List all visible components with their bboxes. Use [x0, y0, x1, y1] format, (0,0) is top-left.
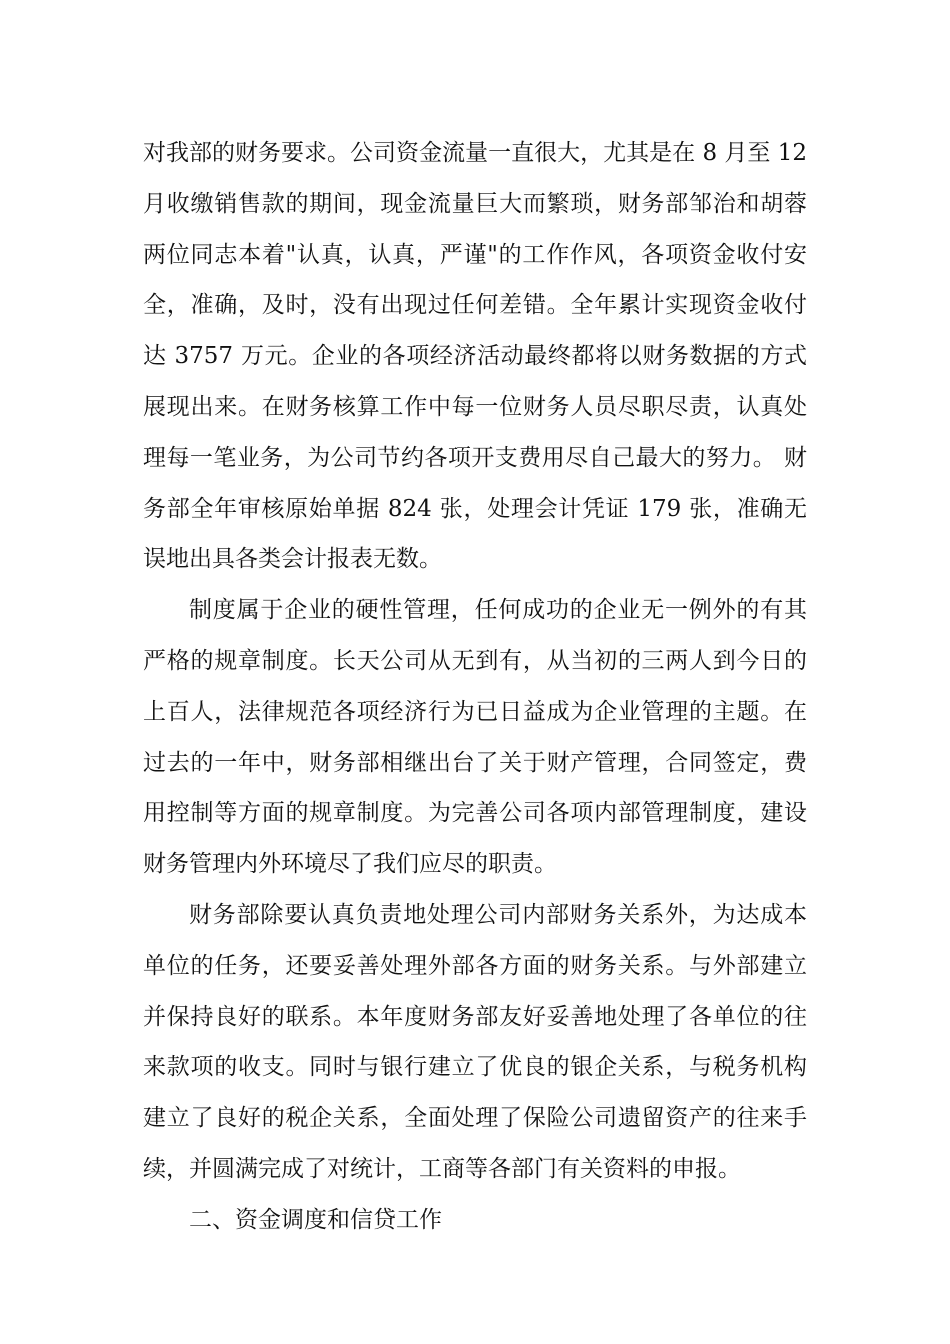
paragraph-external-relations: 财务部除要认真负责地处理公司内部财务关系外，为达成本单位的任务，还要妥善处理外部各方面的财务关系。与外部建立并保持良好的联系。本年度财务部友好妥善地处理了各单位的往来款项的收支。同时与银行建立了优良的银企关系，与税务机构建立了良好的税企关系，全面处理了保险公司遗留资产的往来手续，并圆满完成了对统计，工商等各部门有关资料的申报。 — [143, 901, 807, 1182]
document-body — [143, 128, 807, 1246]
paragraph-regulations: 制度属于企业的硬性管理，任何成功的企业无一例外的有其严格的规章制度。长天公司从无到有，从当初的三两人到今日的上百人，法律规范各项经济行为已日益成为企业管理的主题。在过去的一年中，财务部相继出台了关于财产管理，合同签定，费用控制等方面的规章制度。为完善公司各项内部管理制度，建设财务管理内外环境尽了我们应尽的职责。 — [143, 597, 807, 878]
section-heading: 二、资金调度和信贷工作 — [189, 1206, 442, 1233]
paragraph-financial-accounting: 对我部的财务要求。公司资金流量一直很大，尤其是在 8 月至 12 月收缴销售款的期间，现金流量巨大而繁琐，财务部邹治和胡蓉两位同志本着"认真，认真，严谨"的工作作风，各项资金收付安全，准确，及时，没有出现过任何差错。全年累计实现资金收付达 3757 万元。企业的各项经济活动最终都将以财务数据的方式展现出来。在财务核算工作中每一位财务人员尽职尽责，认真处理每一笔业务，为公司节约各项开支费用尽自己最大的努力。 财务部全年审核原始单据 824 张，处理会计凭证 179 张，准确无误地出具各类会计报表无数。 — [143, 140, 807, 573]
